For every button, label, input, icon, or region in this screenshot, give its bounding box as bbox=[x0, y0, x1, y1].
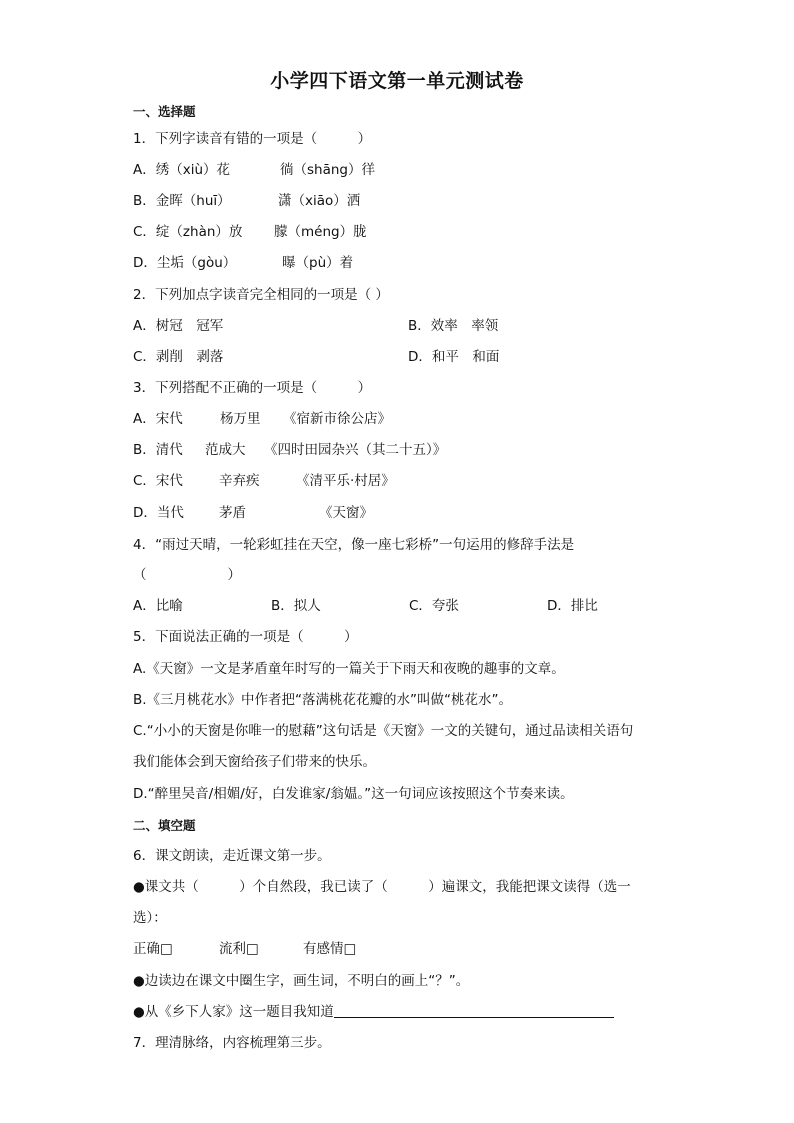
q4-option-a: A．比喻 bbox=[133, 598, 183, 614]
q5-option-c-line2: 我们能体会到天窗给孩子们带来的快乐。 bbox=[133, 754, 376, 770]
q6-bullet-3-text: ●从《乡下人家》这一题目我知道 bbox=[133, 1004, 334, 1020]
q1-option-a: A．绣（xiù）花 bbox=[133, 162, 231, 178]
q3-option-d-era: D．当代 bbox=[133, 505, 184, 521]
q2-option-a: A．树冠 冠军 bbox=[133, 318, 224, 334]
section-heading-fill: 二、填空题 bbox=[133, 818, 196, 833]
q5-option-b: B.《三月桃花水》中作者把“落满桃花花瓣的水”叫做“桃花水”。 bbox=[133, 692, 513, 708]
q3-option-a-author: 杨万里 bbox=[220, 411, 261, 427]
question-4-stem: 4．“雨过天晴，一轮彩虹挂在天空，像一座七彩桥”一句运用的修辞手法是 bbox=[133, 537, 575, 553]
q3-option-c-work: 《清平乐·村居》 bbox=[296, 473, 395, 489]
q2-option-c: C．剥削 剥落 bbox=[133, 349, 224, 365]
question-3-stem: 3．下列搭配不正确的一项是（ ） bbox=[133, 380, 372, 396]
q3-option-a-work: 《宿新市徐公店》 bbox=[283, 411, 391, 427]
question-5-stem: 5．下面说法正确的一项是（ ） bbox=[133, 629, 358, 645]
question-6-stem: 6．课文朗读，走近课文第一步。 bbox=[133, 848, 331, 864]
q4-option-b: B．拟人 bbox=[271, 598, 321, 614]
section-heading-choice: 一、选择题 bbox=[133, 104, 196, 119]
q6-bullet-3 bbox=[133, 1003, 614, 1021]
q6-choice-emotional[interactable]: 有感情□ bbox=[303, 941, 357, 957]
q6-bullet-2: ●边读边在课文中圈生字，画生词，不明白的画上“？”。 bbox=[133, 973, 470, 989]
q3-option-b-era: B．清代 bbox=[133, 442, 183, 458]
q1-option-d-second: 曝（pù）着 bbox=[282, 255, 354, 271]
q4-answer-paren: （ ） bbox=[133, 567, 241, 583]
page-title: 小学四下语文第一单元测试卷 bbox=[270, 70, 524, 92]
q5-option-c-line1: C.“小小的天窗是你唯一的慰藉”这句话是《天窗》一文的关键句，通过品读相关语句 bbox=[133, 723, 634, 739]
question-7-stem: 7．理清脉络，内容梳理第三步。 bbox=[133, 1035, 331, 1051]
q1-option-b-second: 潇（xiāo）洒 bbox=[278, 193, 361, 209]
q3-option-d-work: 《天窗》 bbox=[319, 505, 373, 521]
q4-option-c: C．夸张 bbox=[409, 598, 459, 614]
q6-bullet-1-line2: 选）： bbox=[133, 910, 167, 926]
question-1-stem: 1．下列字读音有错的一项是（ ） bbox=[133, 131, 372, 147]
q1-option-b: B．金晖（huī） bbox=[133, 193, 231, 209]
q3-option-b-work: 《四时田园杂兴（其二十五）》 bbox=[264, 442, 447, 458]
q6-bullet-1-line1: ●课文共（ ）个自然段，我已读了（ ）遍课文，我能把课文读得（选一 bbox=[133, 879, 631, 895]
answer-blank-line[interactable] bbox=[334, 1004, 614, 1018]
q1-option-c: C．绽（zhàn）放 bbox=[133, 224, 243, 240]
q1-option-d: D．尘垢（gòu） bbox=[133, 255, 237, 271]
q5-option-d: D.“醉里吴音/相媚/好，白发谁家/翁媪。”这一句词应该按照这个节奏来读。 bbox=[133, 786, 574, 802]
question-2-stem: 2．下列加点字读音完全相同的一项是（ ） bbox=[133, 287, 389, 303]
q3-option-b-author: 范成大 bbox=[205, 442, 246, 458]
q4-option-d: D．排比 bbox=[547, 598, 598, 614]
q6-choice-correct[interactable]: 正确□ bbox=[133, 941, 173, 957]
q5-option-a: A.《天窗》一文是茅盾童年时写的一篇关于下雨天和夜晚的趣事的文章。 bbox=[133, 661, 565, 677]
q2-option-b: B．效率 率领 bbox=[408, 318, 499, 334]
q6-choice-fluent[interactable]: 流利□ bbox=[219, 941, 259, 957]
q2-option-d: D．和平 和面 bbox=[408, 349, 500, 365]
q1-option-c-second: 朦（méng）胧 bbox=[274, 224, 367, 240]
q3-option-d-author: 茅盾 bbox=[219, 505, 246, 521]
q1-option-a-second: 徜（shāng）徉 bbox=[280, 162, 375, 178]
q3-option-c-author: 辛弃疾 bbox=[219, 473, 260, 489]
q3-option-a-era: A．宋代 bbox=[133, 411, 183, 427]
q3-option-c-era: C．宋代 bbox=[133, 473, 183, 489]
